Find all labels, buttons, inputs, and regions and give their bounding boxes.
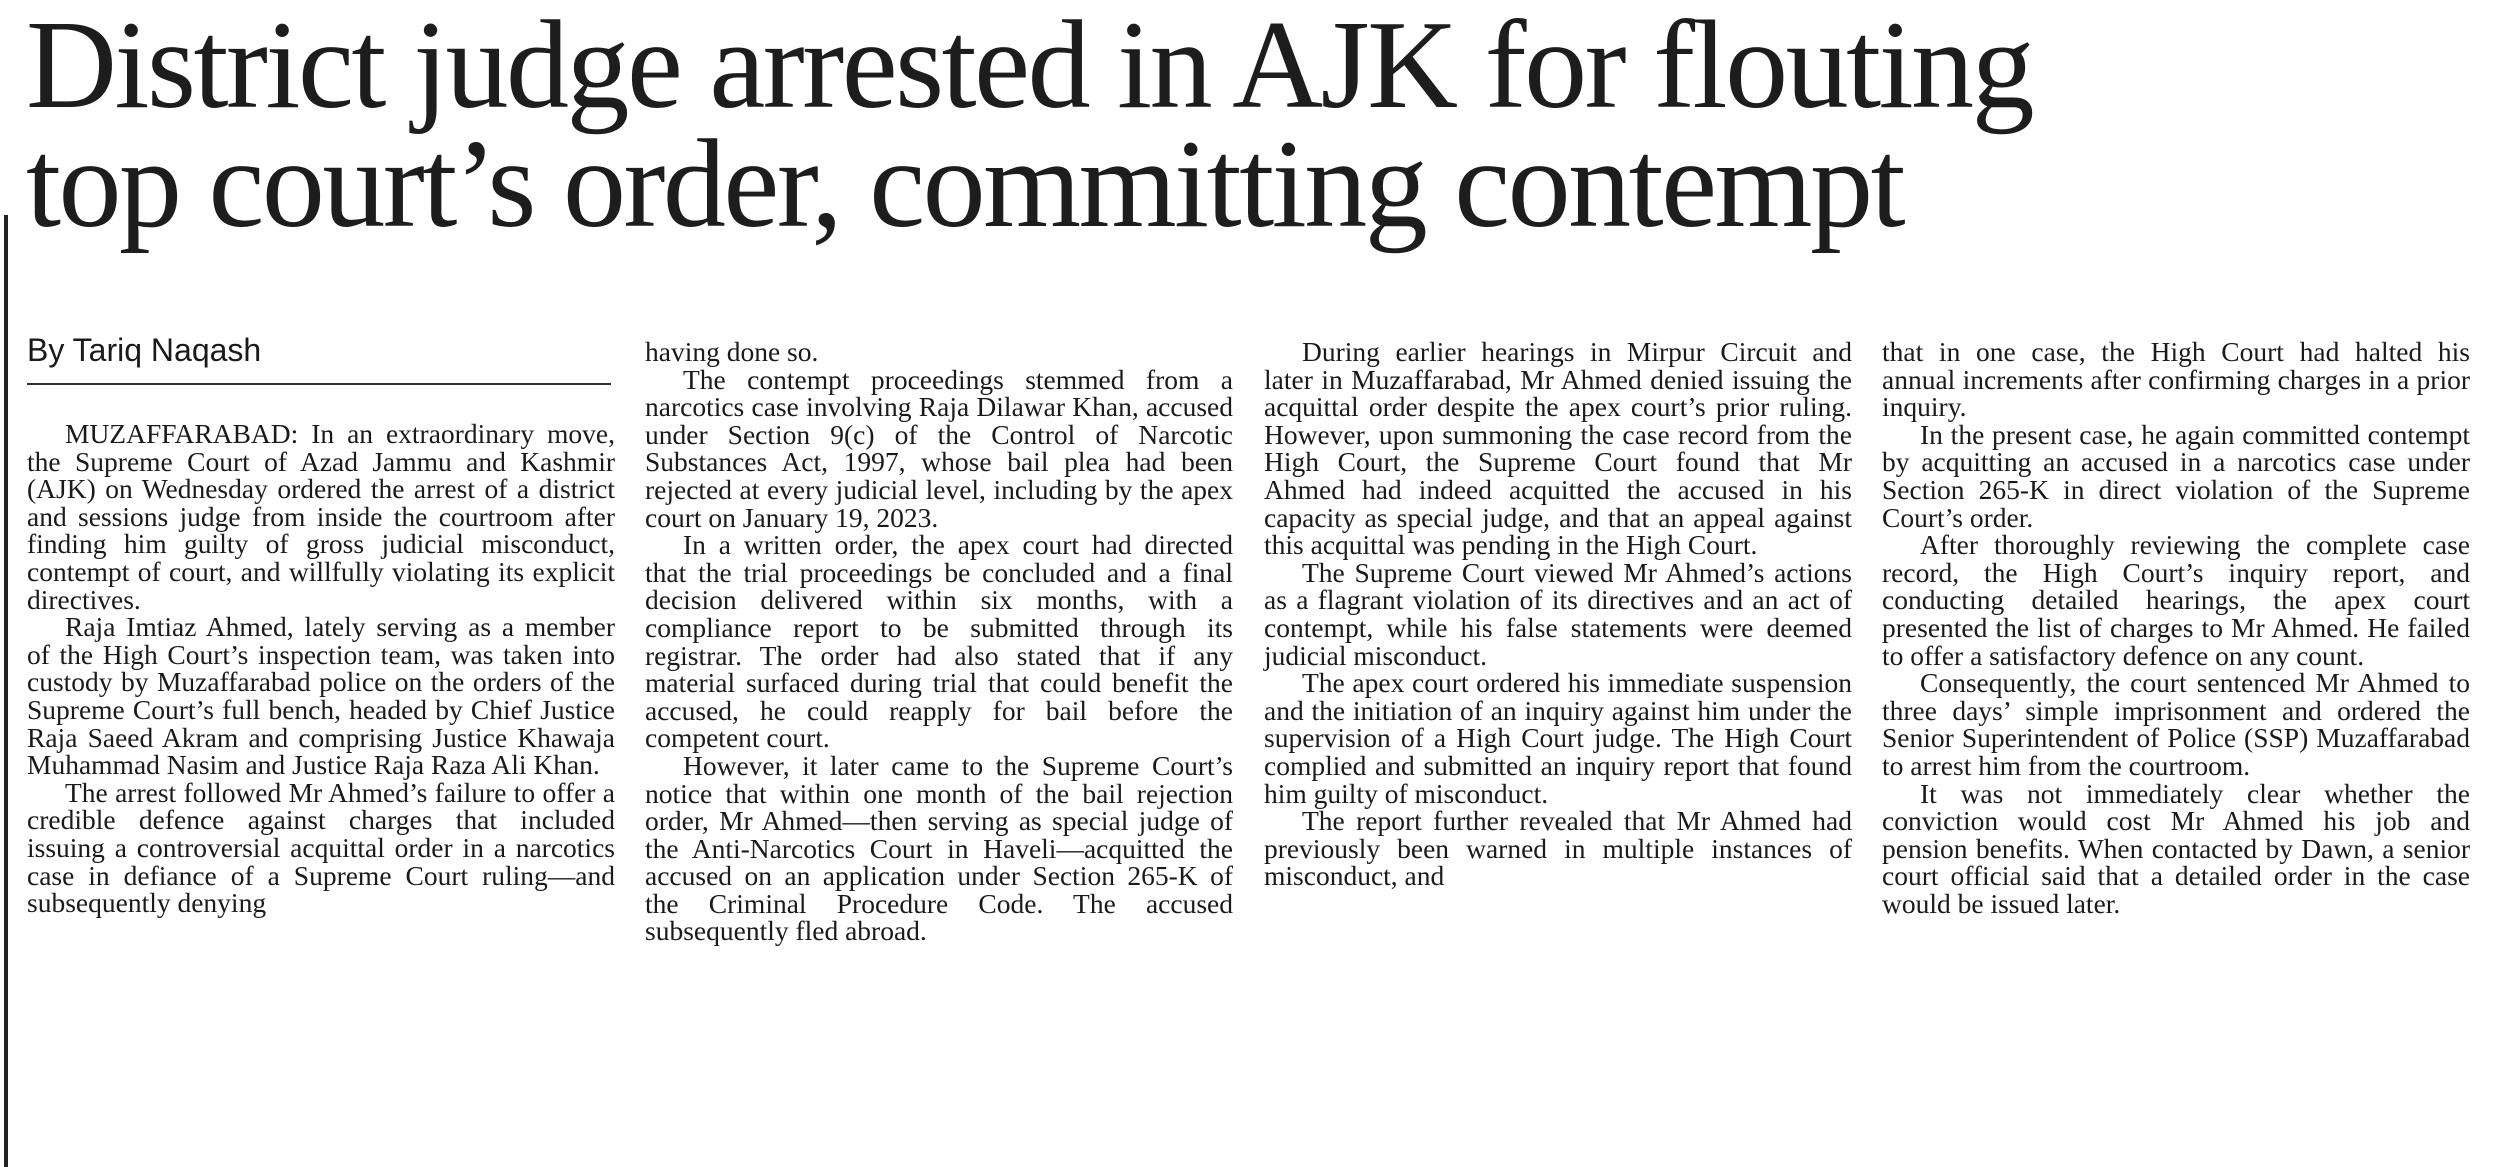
byline: By Tariq Naqash	[27, 329, 611, 385]
paragraph: Raja Imtiaz Ahmed, lately serving as a member of the High Court’s inspection team, was taken into custody by Muzaffarabad police on the orders of the Supreme Court’s full bench, headed by Chief Justice Raja Saeed Akram and comprising Justice Khawaja Muhammad Nasim and Justice Raja Raza Ali Khan.	[27, 611, 615, 781]
headline-line-1: District judge arrested in AJK for flouting	[26, 0, 2033, 135]
paragraph: In the present case, he again committed contempt by acquitting an accused in a narcotics case under Section 265-K in direct violation of the Supreme Court’s order.	[1882, 418, 2470, 533]
paragraph: The contempt proceedings stemmed from a narcotics case involving Raja Dilawar Khan, accused under Section 9(c) of the Control of Narcotic Substances Act, 1997, whose bail plea had been rejected at every judicial level, including by the apex court on January 19, 2023.	[645, 363, 1233, 533]
paragraph: After thoroughly reviewing the complete case record, the High Court’s inquiry report, and conducting detailed hearings, the apex court presented the list of charges to Mr Ahmed. He failed to offer a satisfactory defence on any count.	[1882, 529, 2470, 671]
paragraph: The report further revealed that Mr Ahmed had previously been warned in multiple instances of misconduct, and	[1264, 805, 1852, 892]
paragraph: Consequently, the court sentenced Mr Ahmed to three days’ simple imprisonment and ordered the Senior Superintendent of Police (SSP) Muzaffarabad to arrest him from the courtroom.	[1882, 667, 2470, 781]
paragraph: having done so.	[645, 336, 819, 367]
paragraph: In a written order, the apex court had directed that the trial proceedings be concluded and a final decision delivered within six months, with a compliance report to be submitted through its registrar. The order had also stated that if any material surfaced during trial that could benefit the accused, he could reapply for bail before the competent court.	[645, 529, 1233, 754]
left-column-rule	[4, 215, 8, 1167]
article-column-1	[27, 420, 615, 917]
paragraph: that in one case, the High Court had halted his annual increments after confirming charges in a prior inquiry.	[1882, 336, 2470, 423]
paragraph: During earlier hearings in Mirpur Circuit and later in Muzaffarabad, Mr Ahmed denied issuing the acquittal order despite the apex court’s prior ruling. However, upon summoning the case record from the High Court, the Supreme Court found that Mr Ahmed had indeed acquitted the accused in his capacity as special judge, and that an appeal against this acquittal was pending in the High Court.	[1264, 336, 1852, 561]
paragraph: However, it later came to the Supreme Court’s notice that within one month of the bail rejection order, Mr Ahmed—then serving as special judge of the Anti-Narcotics Court in Haveli—acquitted the accused on an application under Section 265-K of the Criminal Procedure Code. The accused subsequently fled abroad.	[645, 749, 1233, 947]
paragraph: MUZAFFARABAD: In an extraordinary move, the Supreme Court of Azad Jammu and Kashmir (AJK) on Wednesday ordered the arrest of a district and sessions judge from inside the courtroom after finding him guilty of gross judicial misconduct, contempt of court, and willfully violating its explicit directives.	[27, 418, 615, 615]
paragraph: The arrest followed Mr Ahmed’s failure to offer a credible defence against charges that included issuing a controversial acquittal order in a narcotics case in defiance of a Supreme Court ruling—and subsequently denying	[27, 776, 615, 919]
paragraph: The apex court ordered his immediate suspension and the initiation of an inquiry against him under the supervision of a High Court judge. The High Court complied and submitted an inquiry report that found him guilty of misconduct.	[1264, 667, 1852, 809]
headline	[26, 0, 2486, 254]
paragraph: The Supreme Court viewed Mr Ahmed’s actions as a flagrant violation of its directives and an act of contempt, while his false statements were deemed judicial misconduct.	[1264, 556, 1852, 671]
article-column-3	[1264, 338, 1852, 890]
paragraph: It was not immediately clear whether the conviction would cost Mr Ahmed his job and pension benefits. When contacted by Dawn, a senior court official said that a detailed order in the case would be issued later.	[1882, 777, 2470, 919]
article-column-2	[645, 338, 1233, 945]
article-column-4	[1882, 338, 2470, 917]
headline-line-2: top court’s order, committing contempt	[26, 115, 1904, 254]
